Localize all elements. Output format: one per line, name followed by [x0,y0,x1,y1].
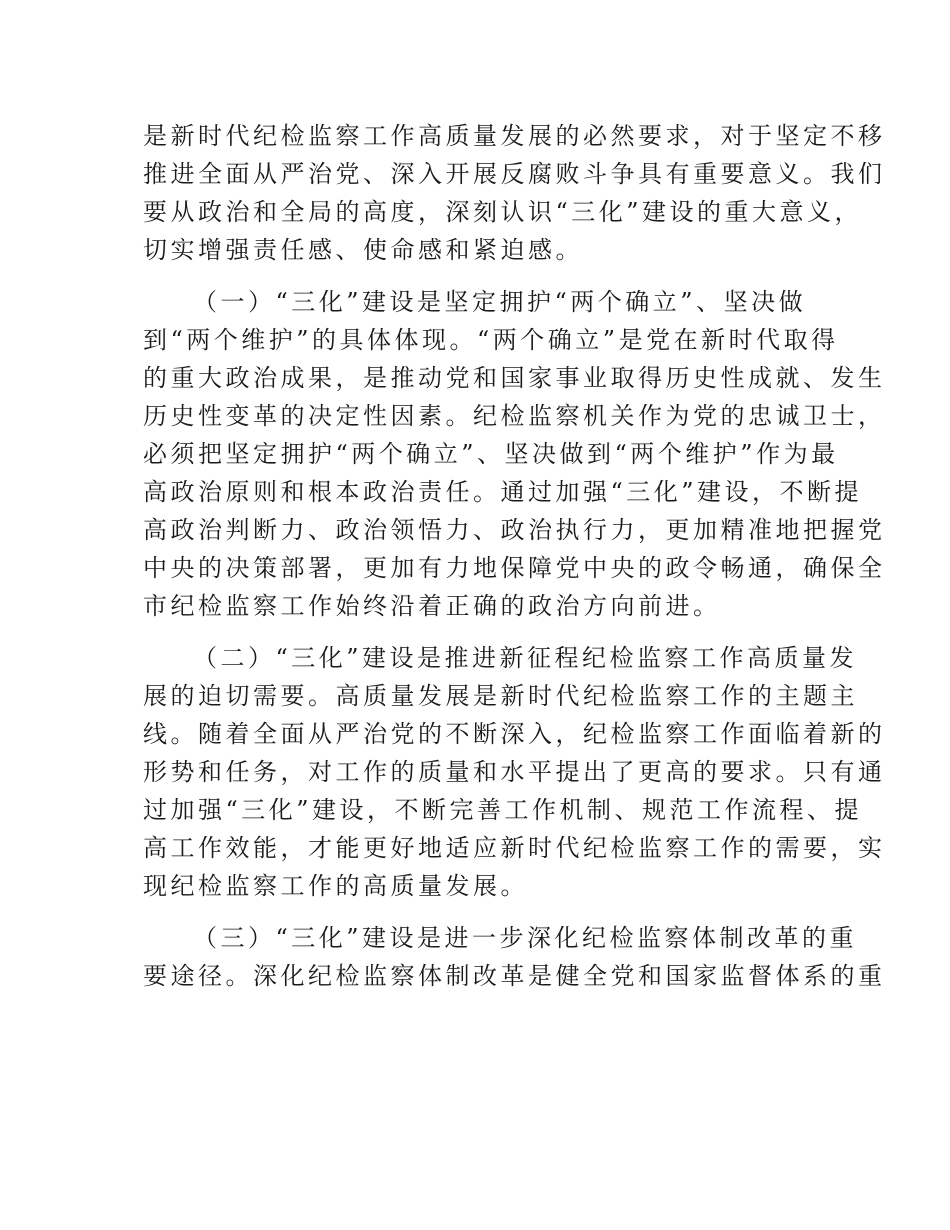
text-line: （一）“三化”建设是坚定拥护“两个确立”、坚决做 [193,288,807,316]
text-line: 过加强“三化”建设，不断完善工作机制、规范工作流程、提 [143,796,863,824]
text-line: 形势和任务，对工作的质量和水平提出了更高的要求。只有通 [143,758,886,786]
text-line: 线。随着全面从严治党的不断深入，纪检监察工作面临着新的 [143,720,886,748]
text-line: 高政治判断力、政治领悟力、政治执行力，更加精准地把握党 [143,516,886,544]
document-body [143,117,886,1009]
paragraph-section-1 [143,283,886,625]
text-line: 历史性变革的决定性因素。纪检监察机关作为党的忠诚卫士， [143,402,886,430]
text-line: 高工作效能，才能更好地适应新时代纪检监察工作的需要，实 [143,834,886,862]
text-line: 要途径。深化纪检监察体制改革是健全党和国家监督体系的重 [143,962,886,990]
text-line: 展的迫切需要。高质量发展是新时代纪检监察工作的主题主 [143,682,858,710]
text-line: （三）“三化”建设是进一步深化纪检监察体制改革的重 [193,924,858,952]
text-line: 现纪检监察工作的高质量发展。 [143,872,528,900]
text-line: 中央的决策部署，更加有力地保障党中央的政令畅通，确保全 [143,554,886,582]
text-line: 的重大政治成果，是推动党和国家事业取得历史性成就、发生 [143,364,886,392]
paragraph-section-3 [143,919,886,995]
paragraph-section-2 [143,639,886,905]
text-line: 市纪检监察工作始终沿着正确的政治方向前进。 [143,592,721,620]
text-line: 到“两个维护”的具体体现。“两个确立”是党在新时代取得 [143,326,839,354]
text-line: 高政治原则和根本政治责任。通过加强“三化”建设，不断提 [143,478,863,506]
text-line: 必须把坚定拥护“两个确立”、坚决做到“两个维护”作为最 [143,440,839,468]
paragraph-intro [143,117,886,269]
text-line: 推进全面从严治党、深入开展反腐败斗争具有重要意义。我们 [143,160,886,188]
text-line: 要从政治和全局的高度，深刻认识“三化”建设的重大意义， [143,198,863,226]
text-line: （二）“三化”建设是推进新征程纪检监察工作高质量发 [193,644,858,672]
text-line: 是新时代纪检监察工作高质量发展的必然要求，对于坚定不移 [143,122,886,150]
text-line: 切实增强责任感、使命感和紧迫感。 [143,236,583,264]
